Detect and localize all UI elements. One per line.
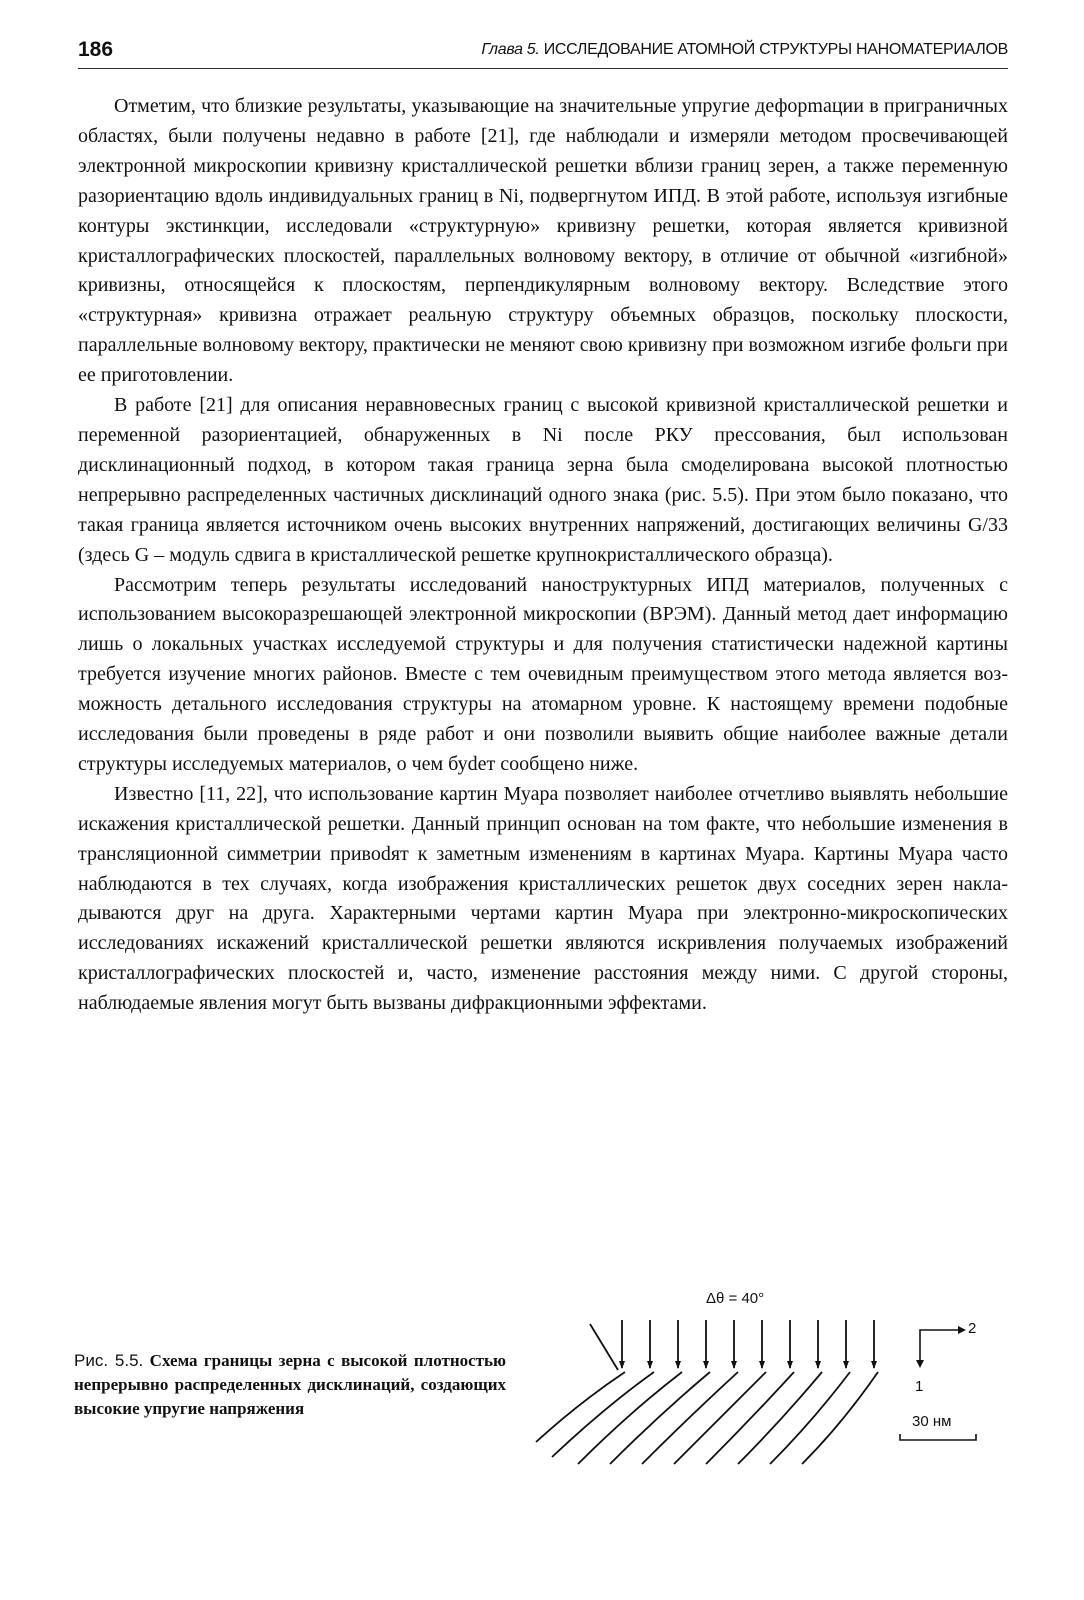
page-header — [78, 38, 1008, 69]
axis-1-arrowhead — [916, 1360, 924, 1368]
chapter-title: ИССЛЕДОВАНИЕ АТОМНОЙ СТРУКТУРЫ НАНОМАТЕРИАЛОВ — [543, 41, 1008, 58]
figure-caption-text: Схема границы зерна с высокой плотностью непрерывно распределенных дисклинаций, создающих высокие упругие напряжения — [74, 1351, 506, 1418]
axis-2-arrowhead — [958, 1326, 966, 1334]
figure-caption — [74, 1349, 506, 1421]
figure-label: Рис. 5.5. — [74, 1351, 144, 1370]
axis-2-label: 2 — [968, 1320, 977, 1337]
scale-bar-line — [900, 1434, 976, 1440]
scale-bar — [900, 1434, 976, 1440]
lattice-line — [578, 1372, 682, 1464]
paragraph: В работе [21] для описания неравновесных границ с высокой кривизной кристаллической решетки и переменной разориентацией, обнаруженных в Ni после РКУ прессования, был использован дисклинационный подход, в котором такая граница зерна была смоделирована высокой плотностью непрерывно распределенных частичных дисклинаций одного знака (рис. 5.5). При этом было показано, что такая граница является источником очень высоких внутренних напряжений, достигающих величины G/33 (здесь G – модуль сдвига в кристаллической решетке крупнокристаллического образца). — [78, 394, 1008, 566]
paragraph: Известно [11, 22], что использование картин Муара позволяет наиболее отчетливо выявлять небольшие искажения кристаллической решетки. Данный принцип основан на том факте, что небольшие изменения в трансляционной симметрии привоdят к заметным изменениям в картинах Муара. Картины Муара часто наблюдаются в тех случаях, когда изображения кристаллических решеток двух соседних зерен накладываются друг на друга. Характерными чертами картин Муара при электронно-микроскопических исследованиях искажений кристаллической решетки являются искривления получаемых изображений кристаллографических плоскостей и, часто, изменение расстояния между ними. С другой стороны, наблюдаемые явления могут быть вызваны дифракционными эффектами. — [78, 782, 1008, 1015]
disclination-diagram — [530, 1292, 1010, 1482]
axis-lines — [920, 1330, 958, 1362]
axis-1-label: 1 — [915, 1378, 924, 1395]
lattice-line — [642, 1372, 738, 1464]
lattice-line — [610, 1372, 710, 1464]
grain-boundary-schematic — [530, 1292, 1010, 1482]
paragraph: Отметим, что близкие результаты, указывающие на значительные упругие дефорmации в приграничных областях, были получены недавно в работе [21], где наблюдали и измеряли методом просвечивающей электронной микроскопии кривизну кристаллической решетки вблизи границ зерен, а также переменную разориентацию вдоль индивидуальных границ в Ni, подвергнутом ИПД. В этой работе, используя изгибные контуры экстинкции, исследовали «структурную» кривизну решетки, которая является кривизной кристаллографических плоскостей, параллельных волновому вектору, в отличие от обычной «изгибной» кривизны, относящейся к плоскостям, перпендикулярным волновому вектору. Вследствие этого «структурная» кривизна отражает реальную структуру объемных образцов, поскольку плоскости, параллельные волновому вектору, практически не меняют свою кривизну при возможном изгибе фольги при ее приготовлении. — [78, 95, 1008, 387]
lattice-line — [590, 1324, 618, 1370]
scale-label: 30 нм — [912, 1413, 952, 1430]
coordinate-axes — [916, 1326, 966, 1368]
misorientation-label: Δθ = 40° — [706, 1290, 765, 1307]
body-text — [78, 92, 1008, 1019]
running-head — [481, 41, 1008, 59]
chapter-label: Глава 5. — [481, 41, 540, 58]
page-number: 186 — [78, 38, 114, 61]
paragraph: Рассмотрим теперь результаты исследований наноструктурных ИПД материалов, полученных с использованием высокоразрешающей электронной микроскопии (ВРЭМ). Данный метод дает информацию лишь о локальных участках исследуемой структуры и для получения статистически надежной картины требуется изучение многих районов. Вместе с тем очевидным преимуществом этого метода является возможность детального исследования структуры на атомарном уровне. К настоящему времени подобные исследования были проведены в ряде работ и они позволили выявить общие наиболее важные детали структуры исследуемых материалов, о чем буdет сообщено ниже. — [78, 573, 1008, 775]
lattice-planes — [536, 1320, 878, 1464]
